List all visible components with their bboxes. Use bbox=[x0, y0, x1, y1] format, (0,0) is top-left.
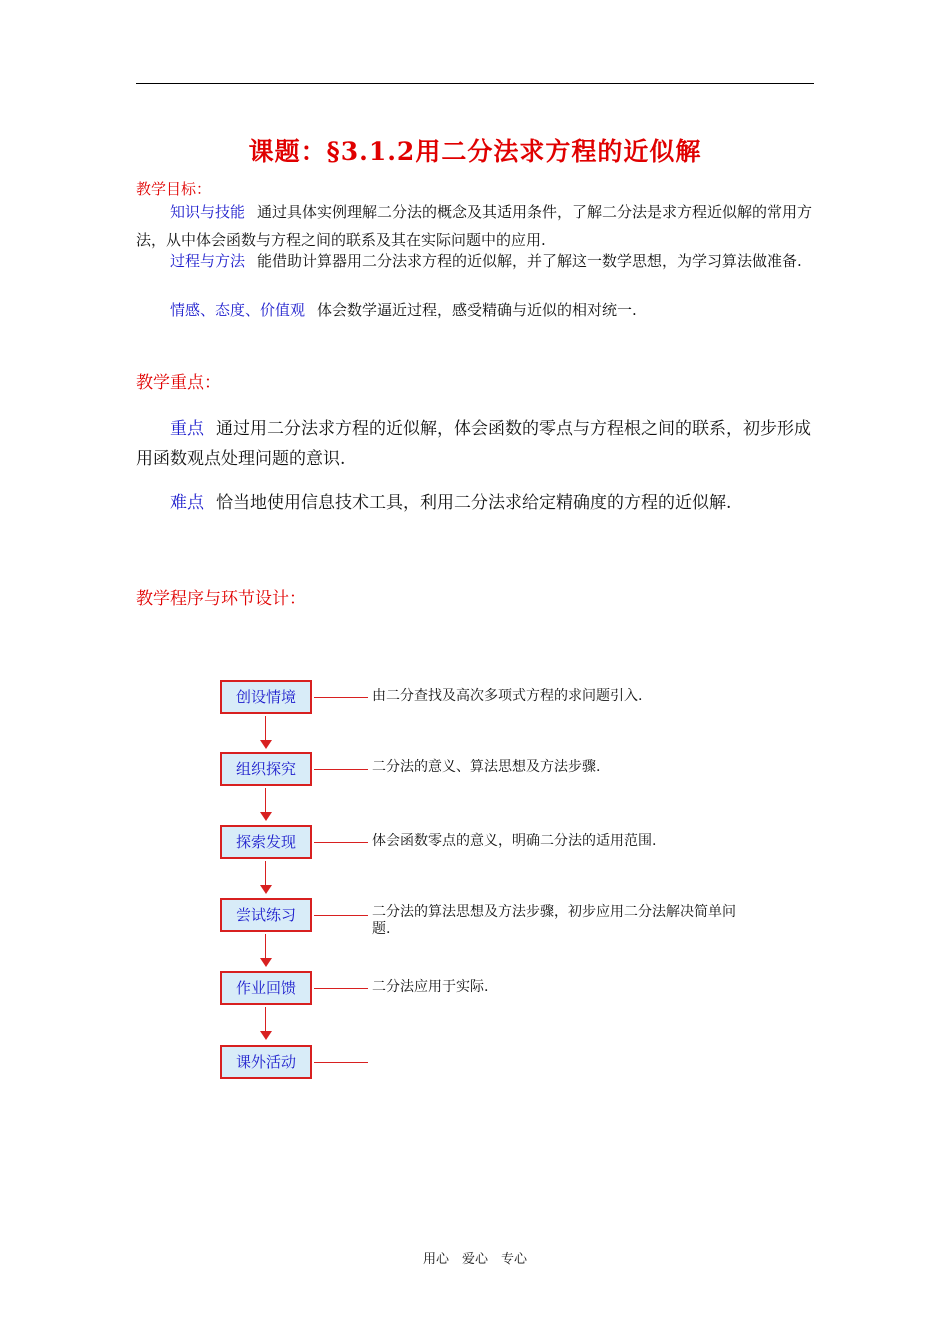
goal-process bbox=[136, 247, 816, 275]
step-desc-5: 二分法应用于实际. bbox=[372, 979, 489, 995]
flow-arrow-head bbox=[260, 740, 272, 749]
step-connector bbox=[314, 915, 368, 916]
flow-arrow-line bbox=[265, 788, 266, 812]
goal-emotion bbox=[136, 296, 816, 324]
focus-key bbox=[136, 414, 816, 474]
focus-heading: 教学重点： bbox=[136, 373, 221, 393]
step-connector bbox=[314, 769, 368, 770]
goal-label: 知识与技能 bbox=[170, 203, 246, 221]
goal-label: 过程与方法 bbox=[170, 252, 246, 270]
flow-arrow-line bbox=[265, 861, 266, 885]
step-desc-1: 由二分查找及高次多项式方程的求问题引入. bbox=[372, 688, 643, 704]
step-desc-3: 体会函数零点的意义，明确二分法的适用范围. bbox=[372, 833, 657, 849]
step-connector bbox=[314, 842, 368, 843]
step-connector bbox=[314, 697, 368, 698]
goal-text: 体会数学逼近过程，感受精确与近似的相对统一. bbox=[317, 301, 637, 319]
flow-arrow-head bbox=[260, 1031, 272, 1040]
step-box-2: 组织探究 bbox=[220, 752, 312, 786]
step-connector bbox=[314, 988, 368, 989]
goal-text: 通过具体实例理解二分法的概念及其适用条件，了解二分法是求方程近似解的常用方法，从中体会函数与方程之间的联系及其在实际问题中的应用. bbox=[136, 203, 813, 249]
goals-heading: 教学目标： bbox=[136, 180, 212, 198]
step-desc-2: 二分法的意义、算法思想及方法步骤. bbox=[372, 759, 601, 775]
focus-label: 重点 bbox=[170, 419, 204, 439]
focus-text: 通过用二分法求方程的近似解，体会函数的零点与方程根之间的联系，初步形成用函数观点处理问题的意识. bbox=[136, 419, 811, 469]
step-box-4: 尝试练习 bbox=[220, 898, 312, 932]
focus-label: 难点 bbox=[170, 493, 204, 513]
flow-arrow-line bbox=[265, 934, 266, 958]
procedure-heading: 教学程序与环节设计： bbox=[136, 589, 306, 609]
focus-difficulty bbox=[136, 488, 816, 518]
page-title: 课题：§3.1.2用二分法求方程的近似解 bbox=[248, 137, 702, 166]
goal-text: 能借助计算器用二分法求方程的近似解，并了解这一数学思想，为学习算法做准备. bbox=[257, 252, 802, 270]
page-footer: 用心 爱心 专心 bbox=[422, 1252, 527, 1267]
flow-arrow-line bbox=[265, 1007, 266, 1031]
step-desc-4: 二分法的算法思想及方法步骤，初步应用二分法解决简单问题. bbox=[372, 904, 736, 937]
step-box-1: 创设情境 bbox=[220, 680, 312, 714]
goal-knowledge bbox=[136, 198, 816, 254]
step-box-5: 作业回馈 bbox=[220, 971, 312, 1005]
flow-arrow-head bbox=[260, 958, 272, 967]
header-rule bbox=[136, 83, 814, 84]
focus-text: 恰当地使用信息技术工具，利用二分法求给定精确度的方程的近似解. bbox=[216, 493, 732, 513]
step-box-3: 探索发现 bbox=[220, 825, 312, 859]
flow-arrow-head bbox=[260, 812, 272, 821]
step-box-6: 课外活动 bbox=[220, 1045, 312, 1079]
flow-arrow-head bbox=[260, 885, 272, 894]
flow-arrow-line bbox=[265, 716, 266, 740]
step-connector bbox=[314, 1062, 368, 1063]
goal-label: 情感、态度、价值观 bbox=[170, 301, 306, 319]
